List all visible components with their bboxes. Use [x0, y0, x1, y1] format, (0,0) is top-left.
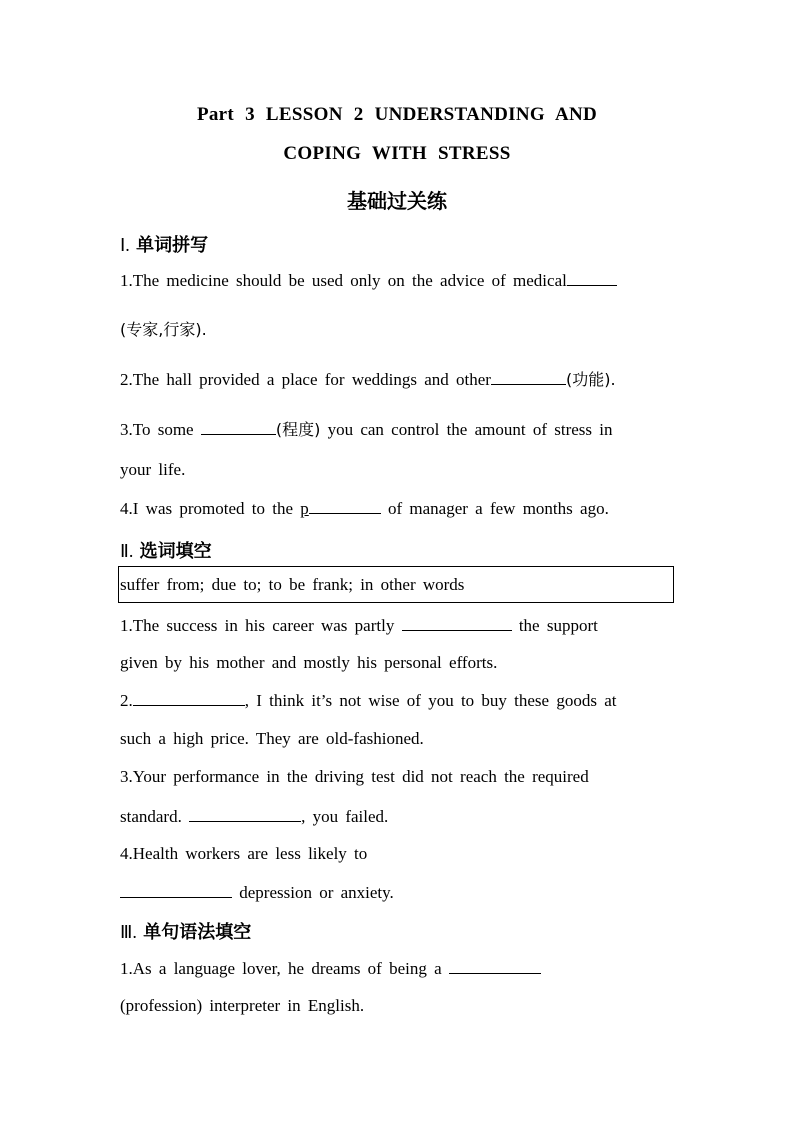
answer-blank[interactable] [402, 615, 512, 631]
section-label: 单词拼写 [136, 235, 209, 256]
question-text: standard. [120, 807, 182, 826]
answer-blank[interactable] [567, 270, 617, 286]
s1-q1-line-2: (专家,行家). [120, 320, 207, 339]
s2-q2-line-2: such a high price. They are old-fashioned. [120, 729, 424, 748]
s2-q4-line-1: 4.Health workers are less likely to [120, 844, 368, 863]
section-number: Ⅲ. [120, 922, 137, 942]
s1-q4-line [120, 498, 674, 519]
question-text: , I think it’s not wise of you to buy these goods at [244, 691, 617, 710]
lesson-title-line-2: COPING WITH STRESS [283, 143, 511, 164]
answer-blank[interactable] [133, 690, 245, 706]
s1-q3-line-1 [120, 417, 674, 440]
s1-q1-line-1 [120, 270, 674, 291]
section-number: Ⅱ. [120, 541, 134, 561]
hint-text: (功能). [565, 370, 616, 389]
question-text: 1.The success in his career was partly [120, 616, 395, 635]
section-label: 选词填空 [139, 541, 212, 562]
letter-hint[interactable]: p [300, 499, 381, 518]
question-text: depression or anxiety. [239, 883, 394, 902]
answer-blank[interactable] [309, 498, 381, 514]
s1-q3-line-2: your life. [120, 460, 186, 479]
s2-q2-line-1 [120, 690, 674, 711]
question-text: the support [518, 616, 598, 635]
question-text: 1.The medicine should be used only on the advice of medical [120, 271, 567, 290]
question-text: 4.I was promoted to the [120, 499, 293, 518]
question-text: 2.The hall provided a place for weddings and other [120, 370, 491, 389]
question-text: 1.As a language lover, he dreams of being a [120, 959, 442, 978]
answer-blank[interactable] [491, 369, 566, 385]
s2-q4-line-2 [120, 882, 674, 903]
question-text: you can control the amount of stress in [327, 420, 613, 439]
section-heading-3 [120, 918, 251, 944]
section-subtitle: 基础过关练 [347, 189, 447, 213]
answer-blank[interactable] [201, 419, 276, 435]
s3-q1-line-1 [120, 958, 674, 979]
question-text: , you failed. [301, 807, 389, 826]
s2-q1-line-2: given by his mother and mostly his personal efforts. [120, 653, 498, 672]
s1-q2-line [120, 367, 674, 390]
answer-blank[interactable] [449, 958, 541, 974]
section-number: Ⅰ. [120, 235, 130, 255]
s2-q1-line-1 [120, 615, 674, 636]
s3-q1-line-2: (profession) interpreter in English. [120, 996, 365, 1015]
s2-q3-line-1: 3.Your performance in the driving test did not reach the required [120, 767, 589, 786]
question-text: 3.To some [120, 420, 194, 439]
section-heading-1 [120, 231, 208, 257]
word-bank-text: suffer from; due to; to be frank; in other words [120, 575, 465, 594]
s2-q3-line-2 [120, 806, 674, 827]
answer-blank[interactable] [120, 882, 232, 898]
answer-blank[interactable] [189, 806, 301, 822]
question-text: of manager a few months ago. [388, 499, 609, 518]
lesson-title-line-1: Part 3 LESSON 2 UNDERSTANDING AND [196, 104, 598, 125]
question-text: 2. [120, 691, 133, 710]
hint-text: (程度) [275, 420, 321, 439]
section-label: 单句语法填空 [143, 922, 252, 943]
section-heading-2 [120, 537, 212, 563]
